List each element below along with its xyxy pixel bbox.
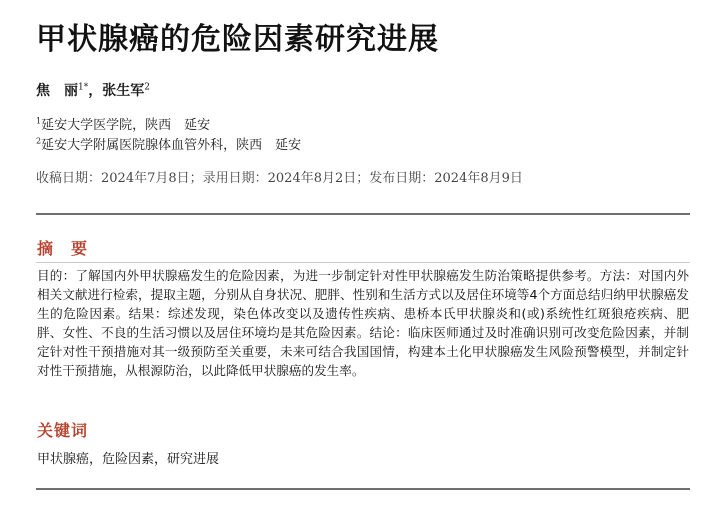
affiliation-1	[36, 114, 210, 133]
publication-dates: 收稿日期：2024年7月8日；录用日期：2024年8月2日；发布日期：2024年8月9日	[36, 171, 523, 186]
affiliation-2	[36, 134, 301, 153]
affiliation-number: 2	[36, 136, 42, 146]
affiliation-text: 延安大学附属医院腺体血管外科，陕西 延安	[41, 138, 302, 153]
affiliation-text: 延安大学医学院，陕西 延安	[41, 118, 211, 133]
abstract-underline	[36, 262, 690, 263]
section-divider	[36, 488, 690, 490]
paper-title: 甲状腺癌的危险因素研究进展	[36, 22, 439, 57]
affiliation-number: 1	[36, 116, 42, 126]
section-divider	[36, 213, 690, 215]
author-affiliation-mark: 1*	[78, 82, 89, 93]
author-separator: ，	[88, 83, 103, 99]
keywords-text: 甲状腺癌，危险因素，研究进展	[37, 452, 220, 467]
abstract-body: 目的：了解国内外甲状腺癌发生的危险因素，为进一步制定针对性甲状腺癌发生防治策略提供参考。方法：对国内外相关文献进行检索，提取主题，分别从自身状况、肥胖、性别和生活方式以及居住环境等4个方面总结归纳甲状腺癌发生的危险因素。结果：综述发现，染色体改变以及遗传性疾病、患桥本氏甲状腺炎和(或)系统性红斑狼疮疾病、肥胖、女性、不良的生活习惯以及居住环境均是其危险因素。结论：临床医师通过及时准确识别可改变危险因素，并制定针对性干预措施对其一级预防至关重要，未来可结合我国国情，构建本土化甲状腺癌发生风险预警模型，并制定针对性干预措施，从根源防治，以此降低甲状腺癌的发生率。	[37, 268, 689, 378]
author-affiliation-mark: 2	[144, 82, 150, 93]
author-name: 张生军	[102, 83, 145, 99]
author-line	[36, 80, 150, 100]
author-name: 焦 丽	[36, 83, 78, 99]
keywords-heading: 关键词	[37, 421, 89, 440]
abstract-heading: 摘 要	[37, 239, 89, 258]
